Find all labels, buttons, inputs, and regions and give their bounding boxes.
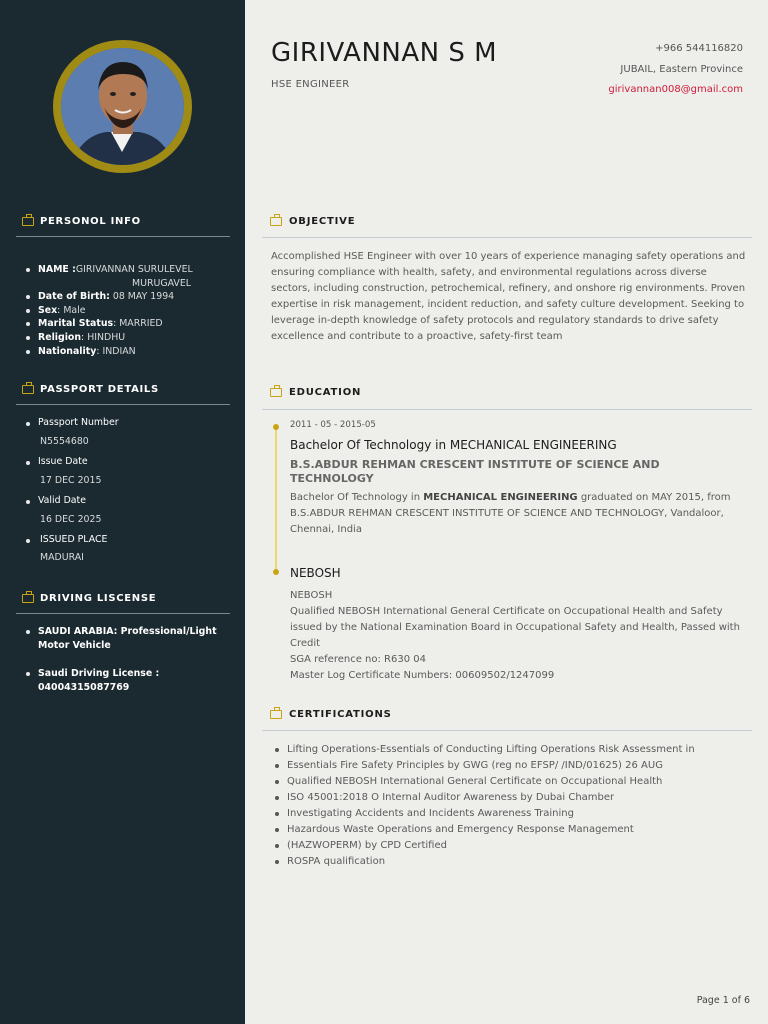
valid-date-value: 16 DEC 2025 [40,514,102,525]
certifications-list [274,742,744,870]
divider [262,730,752,731]
briefcase-icon [22,594,34,603]
issue-date-label: Issue Date [24,456,88,467]
briefcase-icon [22,385,34,394]
divider [16,404,230,405]
education-heading: EDUCATION [270,387,361,398]
passport-heading: PASSPORT DETAILS [22,384,159,395]
divider [16,613,230,614]
list-item: Investigating Accidents and Incidents Awareness Training [274,806,744,822]
list-item: (HAZWOPERM) by CPD Certified [274,838,744,854]
candidate-name: GIRIVANNAN S M [271,38,498,68]
profile-photo [61,48,184,165]
page-number: Page 1 of 6 [696,995,750,1006]
objective-heading: OBJECTIVE [270,216,355,227]
personal-info-heading: PERSONOL INFO [22,216,141,227]
divider [16,236,230,237]
list-item: Essentials Fire Safety Principles by GWG (reg no EFSP/ /IND/01625) 26 AUG [274,758,744,774]
nebosh-title: NEBOSH [290,566,341,580]
nebosh-details: NEBOSH Qualified NEBOSH International General Certificate on Occupational Health and Safety issued by the National Examination Board in Occupational Safety and Health, Passed with Credit SGA reference no: R630 04 Master Log Certificate Numbers: 00609502/1247099 [290,590,740,681]
phone[interactable]: +966 544116820 [655,43,743,54]
driving-heading: DRIVING LISCENSE [22,593,156,604]
dob-item: Date of Birth: 08 MAY 1994 [24,290,224,304]
list-item: Hazardous Waste Operations and Emergency Response Management [274,822,744,838]
education-description: Bachelor Of Technology in MECHANICAL ENGINEERING graduated on MAY 2015, from B.S.ABDUR REHMAN CRESCENT INSTITUTE OF SCIENCE AND TECHNOLOGY, Vandaloor, Chennai, India [290,492,731,535]
job-title: HSE ENGINEER [271,79,350,90]
avatar-frame [53,40,192,173]
list-item: Qualified NEBOSH International General Certificate on Occupational Health [274,774,744,790]
license-item: SAUDI ARABIA: Professional/Light Motor Vehicle [24,625,224,652]
institution-name: B.S.ABDUR REHMAN CRESCENT INSTITUTE OF SCIENCE AND TECHNOLOGY [290,458,660,485]
education-timeline [275,427,277,572]
briefcase-icon [270,710,282,719]
sex-item: Sex: Male [24,304,224,318]
valid-date-label: Valid Date [24,495,86,506]
degree-title: Bachelor Of Technology in MECHANICAL ENGINEERING [290,438,617,452]
briefcase-icon [270,217,282,226]
divider [262,237,752,238]
list-item: ROSPA qualification [274,854,744,870]
sidebar [0,0,245,1024]
issued-place-value: MADURAI [40,552,84,563]
license-item: Saudi Driving License : 04004315087769 [24,667,224,694]
issue-date-value: 17 DEC 2015 [40,475,102,486]
passport-number-label: Passport Number [24,417,119,428]
marital-item: Marital Status: MARRIED [24,317,224,331]
briefcase-icon [22,217,34,226]
issued-place-label: ISSUED PLACE [24,534,107,545]
certifications-heading: CERTIFICATIONS [270,709,392,720]
religion-item: Religion: HINDHU [24,331,224,345]
list-item: Lifting Operations-Essentials of Conducting Lifting Operations Risk Assessment in [274,742,744,758]
objective-text: Accomplished HSE Engineer with over 10 years of experience managing safety operations and ensuring compliance with health, safety, and environmental regulations across diverse sectors, including construction, petrochemical, refinery, and onshore rig environments. Proven expertise in risk management, incident reduction, and safety culture development. Seeking to leverage in-depth knowledge of safety protocols and regulatory standards to drive safety excellence and contribute to a proactive, safety-first team [271,251,746,342]
nationality-item: Nationality: INDIAN [24,345,224,359]
briefcase-icon [270,388,282,397]
name-item: NAME :GIRIVANNAN SURULEVEL MURUGAVEL [24,263,224,290]
divider [262,409,752,410]
location: JUBAIL, Eastern Province [620,64,743,75]
list-item: ISO 45001:2018 O Internal Auditor Awareness by Dubai Chamber [274,790,744,806]
education-date: 2011 - 05 - 2015-05 [290,420,376,430]
timeline-dot [273,569,279,575]
email-link[interactable]: girivannan008@gmail.com [608,84,743,95]
avatar [61,48,184,165]
passport-number-value: N5554680 [40,436,89,447]
timeline-dot [273,424,279,430]
personal-info-list [24,263,224,358]
